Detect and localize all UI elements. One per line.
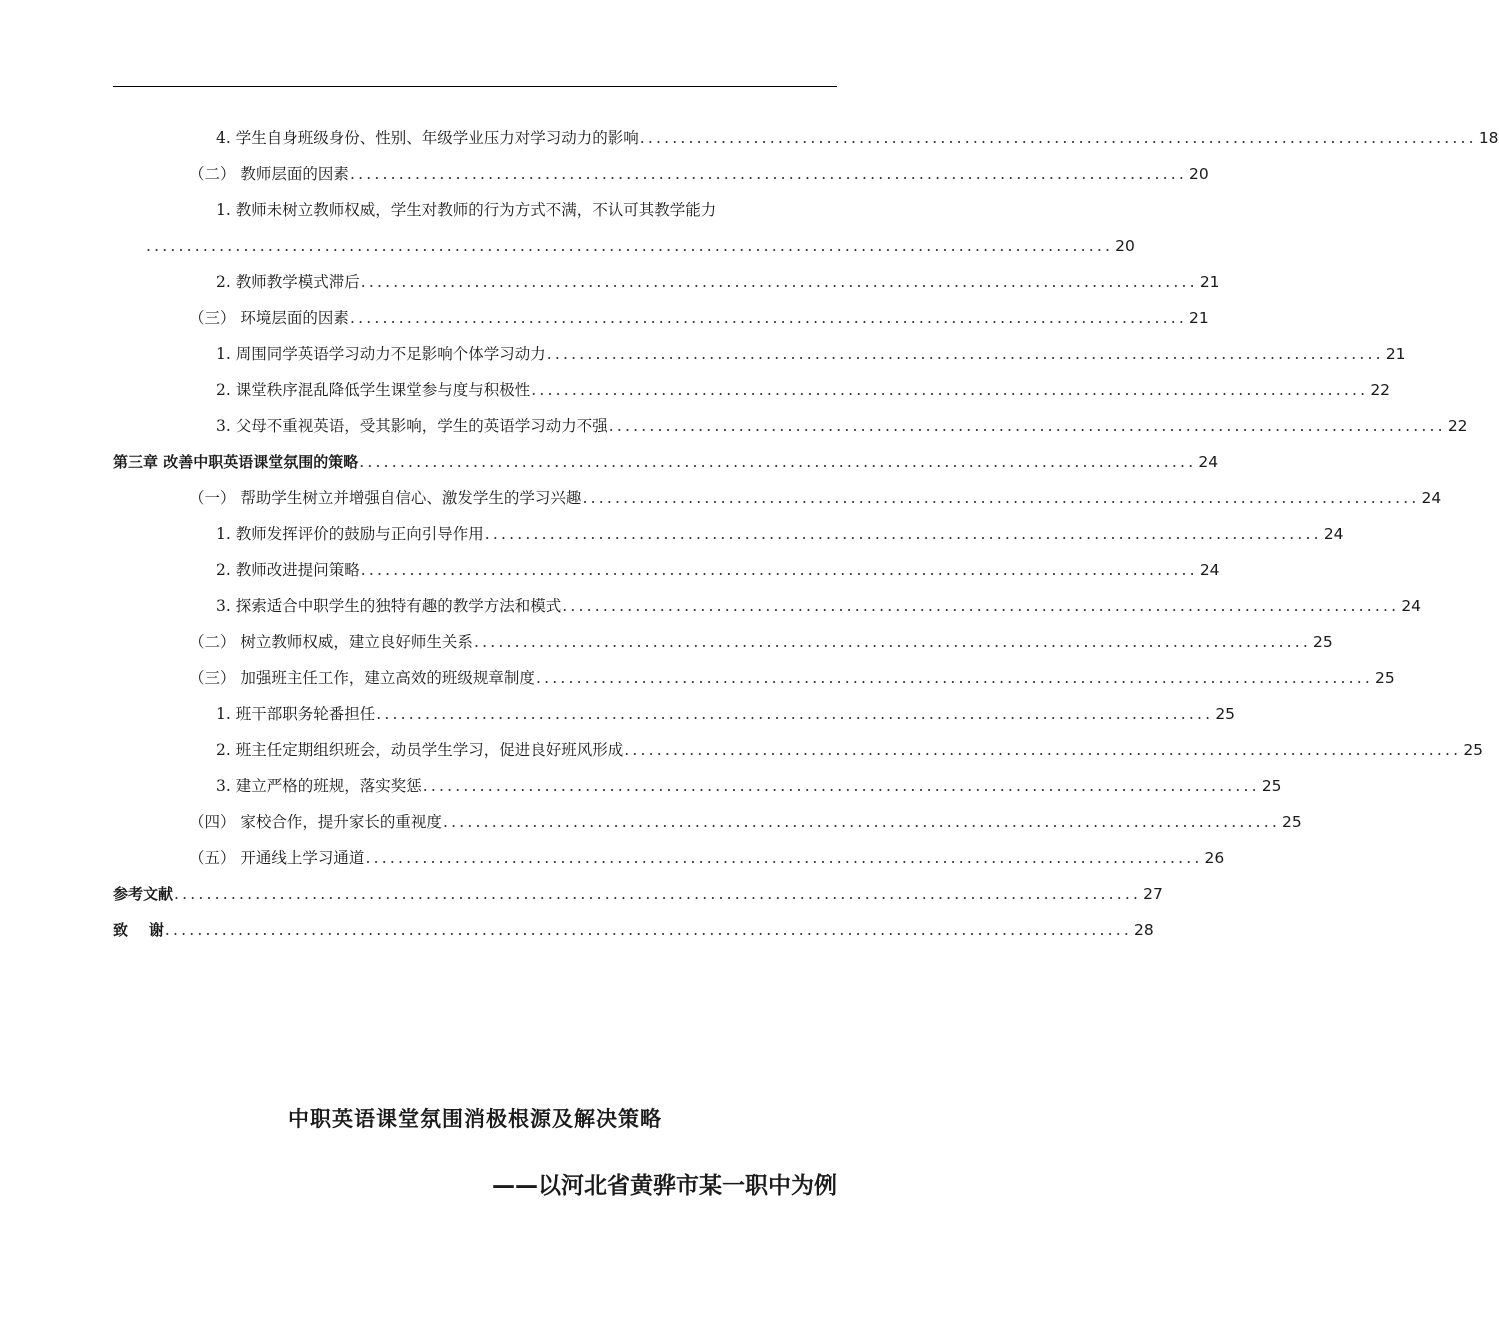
toc-page-number: 25 bbox=[1313, 633, 1333, 651]
toc-leader: ....................................................................................................... bbox=[473, 633, 1312, 651]
toc-leader: ....................................................................................................... bbox=[349, 165, 1188, 183]
toc-page-number: 20 bbox=[1115, 237, 1135, 255]
toc-entry-text: 3. 探索适合中职学生的独特有趣的教学方法和模式 bbox=[216, 597, 562, 615]
toc-leader: ....................................................................................................... bbox=[531, 381, 1369, 399]
toc-page-number: 21 bbox=[1199, 273, 1220, 291]
toc-entry[interactable] bbox=[0, 595, 1422, 617]
toc-leader: ....................................................................................................... bbox=[624, 741, 1462, 759]
toc-page-number: 25 bbox=[1282, 813, 1302, 831]
toc-entry-text: 1. 教师发挥评价的鼓励与正向引导作用 bbox=[216, 525, 484, 543]
toc-leader: ....................................................................................................... bbox=[639, 129, 1477, 147]
toc-entry-text: 2. 教师教学模式滞后 bbox=[216, 273, 360, 291]
toc-chapter-entry[interactable] bbox=[0, 883, 1163, 905]
toc-entry[interactable] bbox=[0, 775, 1282, 797]
thesis-subtitle: ——以河北省黄骅市某一职中为例 bbox=[492, 1173, 837, 1199]
toc-page-number: 25 bbox=[1215, 705, 1236, 723]
toc-entry[interactable] bbox=[0, 379, 1391, 401]
toc-entry-text: 3. 父母不重视英语，受其影响，学生的英语学习动力不强 bbox=[216, 417, 608, 435]
toc-entry[interactable] bbox=[0, 559, 1220, 581]
toc-page-number: 21 bbox=[1385, 345, 1406, 363]
toc-page-number: 25 bbox=[1375, 669, 1395, 687]
toc-entry-text[interactable]: 1. 教师未树立教师权威，学生对教师的行为方式不满，不认可其教学能力 bbox=[216, 201, 717, 219]
toc-page-number: 26 bbox=[1204, 849, 1225, 867]
toc-leader: ....................................................................................................... bbox=[376, 705, 1214, 723]
toc-entry[interactable] bbox=[0, 163, 1209, 185]
toc-entry-text: （四） 家校合作，提升家长的重视度 bbox=[189, 813, 442, 831]
toc-leader: ....................................................................................................................... bbox=[146, 237, 1114, 255]
toc-page-number: 24 bbox=[1401, 597, 1422, 615]
toc-entry-text: 1. 班干部职务轮番担任 bbox=[216, 705, 376, 723]
toc-page-number: 22 bbox=[1370, 381, 1391, 399]
toc-entry[interactable] bbox=[0, 271, 1220, 293]
toc-leader: ....................................................................................................... bbox=[360, 273, 1198, 291]
toc-leader: ....................................................................................................... bbox=[562, 597, 1400, 615]
toc-leader: ....................................................................................................... bbox=[422, 777, 1260, 795]
toc-leader: ....................................................................................................................... bbox=[164, 921, 1133, 939]
toc-leader: ....................................................................................................... bbox=[349, 309, 1188, 327]
thesis-title: 中职英语课堂氛围消极根源及解决策略 bbox=[288, 1107, 662, 1131]
toc-entry[interactable] bbox=[0, 235, 1135, 257]
toc-leader: ....................................................................................................... bbox=[582, 489, 1420, 507]
toc-entry-text: （二） 教师层面的因素 bbox=[189, 165, 349, 183]
toc-entry[interactable] bbox=[0, 847, 1225, 869]
toc-entry-text: 2. 课堂秩序混乱降低学生课堂参与度与积极性 bbox=[216, 381, 531, 399]
toc-entry-text: 3. 建立严格的班规，落实奖惩 bbox=[216, 777, 422, 795]
toc-leader: ....................................................................................................... bbox=[608, 417, 1446, 435]
toc-page-number: 24 bbox=[1421, 489, 1442, 507]
toc-entry-text: 1. 周围同学英语学习动力不足影响个体学习动力 bbox=[216, 345, 546, 363]
toc-page-number: 22 bbox=[1447, 417, 1468, 435]
toc-entry[interactable] bbox=[0, 667, 1395, 689]
toc-entry[interactable] bbox=[0, 739, 1484, 761]
toc-entry-text: （二） 树立教师权威，建立良好师生关系 bbox=[189, 633, 473, 651]
toc-entry[interactable] bbox=[0, 415, 1468, 437]
toc-entry[interactable] bbox=[0, 127, 1499, 149]
toc-leader: ....................................................................................................... bbox=[546, 345, 1384, 363]
toc-entry[interactable] bbox=[0, 811, 1302, 833]
toc-page-number: 25 bbox=[1463, 741, 1484, 759]
toc-entry-text: 2. 教师改进提问策略 bbox=[216, 561, 360, 579]
toc-page-number: 21 bbox=[1189, 309, 1209, 327]
toc-entry[interactable] bbox=[0, 343, 1406, 365]
toc-leader: ....................................................................................................... bbox=[360, 561, 1198, 579]
toc-entry-text: 第三章 改善中职英语课堂氛围的策略 bbox=[113, 453, 359, 471]
toc-leader: ....................................................................................................... bbox=[484, 525, 1322, 543]
toc-page-number: 27 bbox=[1143, 885, 1163, 903]
toc-leader: ....................................................................................................... bbox=[442, 813, 1281, 831]
toc-page-number: 25 bbox=[1261, 777, 1282, 795]
toc-entry[interactable] bbox=[0, 307, 1209, 329]
toc-entry-text: （三） 环境层面的因素 bbox=[189, 309, 349, 327]
toc-page-number: 18 bbox=[1478, 129, 1499, 147]
toc-page-number: 24 bbox=[1323, 525, 1344, 543]
toc-leader: ....................................................................................................................... bbox=[174, 885, 1142, 903]
toc-entry[interactable] bbox=[0, 523, 1344, 545]
toc-entry[interactable] bbox=[0, 487, 1442, 509]
toc-entry-text: 参考文献 bbox=[113, 885, 174, 903]
toc-leader: ....................................................................................................... bbox=[359, 453, 1197, 471]
toc-entry[interactable] bbox=[0, 703, 1236, 725]
toc-entry-text: 4. 学生自身班级身份、性别、年级学业压力对学习动力的影响 bbox=[216, 129, 639, 147]
toc-chapter-entry[interactable] bbox=[0, 919, 1154, 941]
toc-leader: ....................................................................................................... bbox=[365, 849, 1203, 867]
toc-page-number: 28 bbox=[1134, 921, 1154, 939]
toc-entry-text: （三） 加强班主任工作，建立高效的班级规章制度 bbox=[189, 669, 535, 687]
toc-entry-text: （一） 帮助学生树立并增强自信心、激发学生的学习兴趣 bbox=[189, 489, 582, 507]
toc-entry-text: 致 谢 bbox=[113, 921, 164, 939]
toc-page-number: 24 bbox=[1199, 561, 1220, 579]
header-rule bbox=[113, 86, 837, 87]
toc-entry-text: （五） 开通线上学习通道 bbox=[189, 849, 365, 867]
toc-entry[interactable] bbox=[0, 631, 1333, 653]
toc-chapter-entry[interactable] bbox=[0, 451, 1219, 473]
toc-page-number: 20 bbox=[1189, 165, 1209, 183]
toc-leader: ....................................................................................................... bbox=[535, 669, 1374, 687]
toc-page-number: 24 bbox=[1198, 453, 1219, 471]
toc-entry-text: 2. 班主任定期组织班会，动员学生学习，促进良好班风形成 bbox=[216, 741, 624, 759]
